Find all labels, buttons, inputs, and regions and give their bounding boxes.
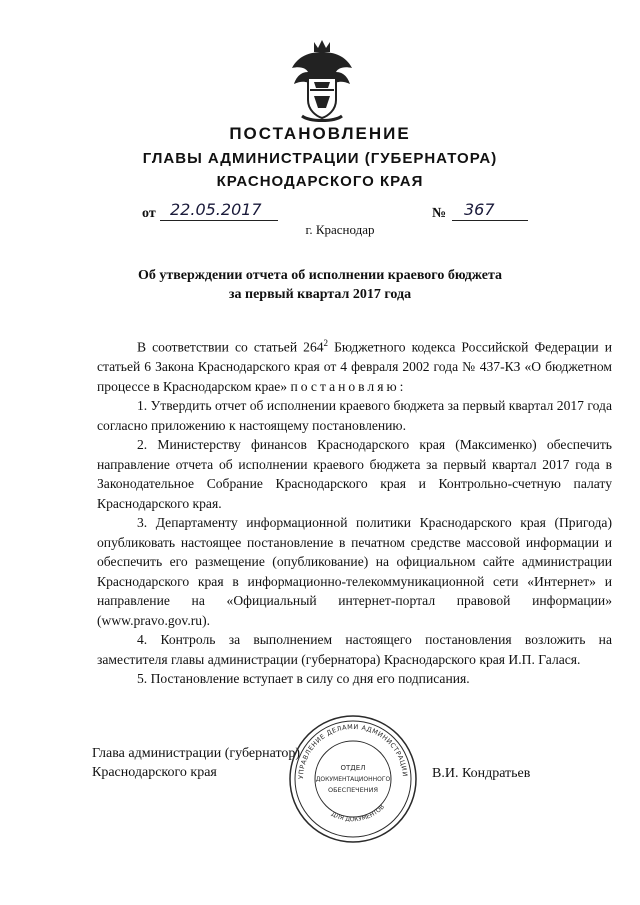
- signatory-name: В.И. Кондратьев: [432, 766, 531, 781]
- date-number-line: [0, 200, 640, 224]
- item-1: 1. Утвердить отчет об исполнении краевого бюджета за первый квартал 2017 года согласно приложению к настоящему постановлению.: [97, 398, 612, 433]
- item-3: 3. Департаменту информационной политики Краснодарского края (Пригода) опубликовать настоящее постановление в печатном средстве массовой информации и обеспечить его размещение (опубликование) на официальном сайте администрации Краснодарского края в информационно-телекоммуникационной сети «Интернет» и направление на «Официальный интернет-портал правовой информации» (www.pravo.gov.ru).: [97, 515, 612, 628]
- date-prefix: от: [142, 206, 156, 221]
- svg-text:ОТДЕЛ: ОТДЕЛ: [340, 764, 366, 772]
- date-underline: [160, 220, 278, 221]
- signatory-position: [92, 744, 300, 782]
- issuer-title-line1: ГЛАВЫ АДМИНИСТРАЦИИ (ГУБЕРНАТОРА): [142, 150, 498, 167]
- item-2: 2. Министерству финансов Краснодарского края (Максименко) обеспечить направление отчета об исполнении краевого бюджета за первый квартал 2017 года в Законодательное Собрание Краснодарского края и Контрольно-счетную палату Краснодарского края.: [97, 437, 612, 511]
- document-type-title: ПОСТАНОВЛЕНИЕ: [229, 124, 411, 143]
- handwritten-date: 22.05.2017: [170, 200, 262, 219]
- official-stamp: [286, 712, 420, 846]
- article-superscript: 2: [323, 338, 329, 348]
- handwritten-number: 367: [464, 200, 495, 219]
- svg-text:ДОКУМЕНТАЦИОННОГО: ДОКУМЕНТАЦИОННОГО: [315, 776, 391, 783]
- svg-text:ОБЕСПЕЧЕНИЯ: ОБЕСПЕЧЕНИЯ: [327, 786, 379, 794]
- decree-word: постановляю:: [290, 378, 407, 394]
- item-4: 4. Контроль за выполнением настоящего постановления возложить на заместителя главы администрации (губернатора) Краснодарского края И.П. Галася.: [97, 632, 612, 667]
- position-line2: Краснодарского края: [92, 765, 217, 780]
- city-label: г. Краснодар: [305, 222, 375, 237]
- intro-paragraph: В соответствии со статьей $264^2$ Бюджетного кодекса Российской Федерации и статьей 6 Закона Краснодарского края от 4 февраля 2002 года № 437-КЗ «О бюджетном процессе в Краснодарском крае» постановляю:: [97, 338, 612, 394]
- coat-of-arms-icon: [290, 38, 354, 124]
- svg-text:ДЛЯ ДОКУМЕНТОВ: ДЛЯ ДОКУМЕНТОВ: [329, 803, 386, 824]
- svg-text:УПРАВЛЕНИЕ ДЕЛАМИ АДМИНИСТРАЦИ: УПРАВЛЕНИЕ ДЕЛАМИ АДМИНИСТРАЦИИ: [296, 722, 410, 780]
- number-underline: [452, 220, 528, 221]
- document-body: [97, 334, 612, 689]
- number-prefix: №: [432, 206, 447, 221]
- subject-line2: за первый квартал 2017 года: [228, 287, 412, 302]
- item-5: 5. Постановление вступает в силу со дня его подписания.: [137, 671, 470, 687]
- issuer-title-line2: КРАСНОДАРСКОГО КРАЯ: [216, 173, 424, 190]
- subject-line1: Об утверждении отчета об исполнении краевого бюджета: [137, 268, 503, 283]
- position-line1: Глава администрации (губернатор): [92, 746, 301, 761]
